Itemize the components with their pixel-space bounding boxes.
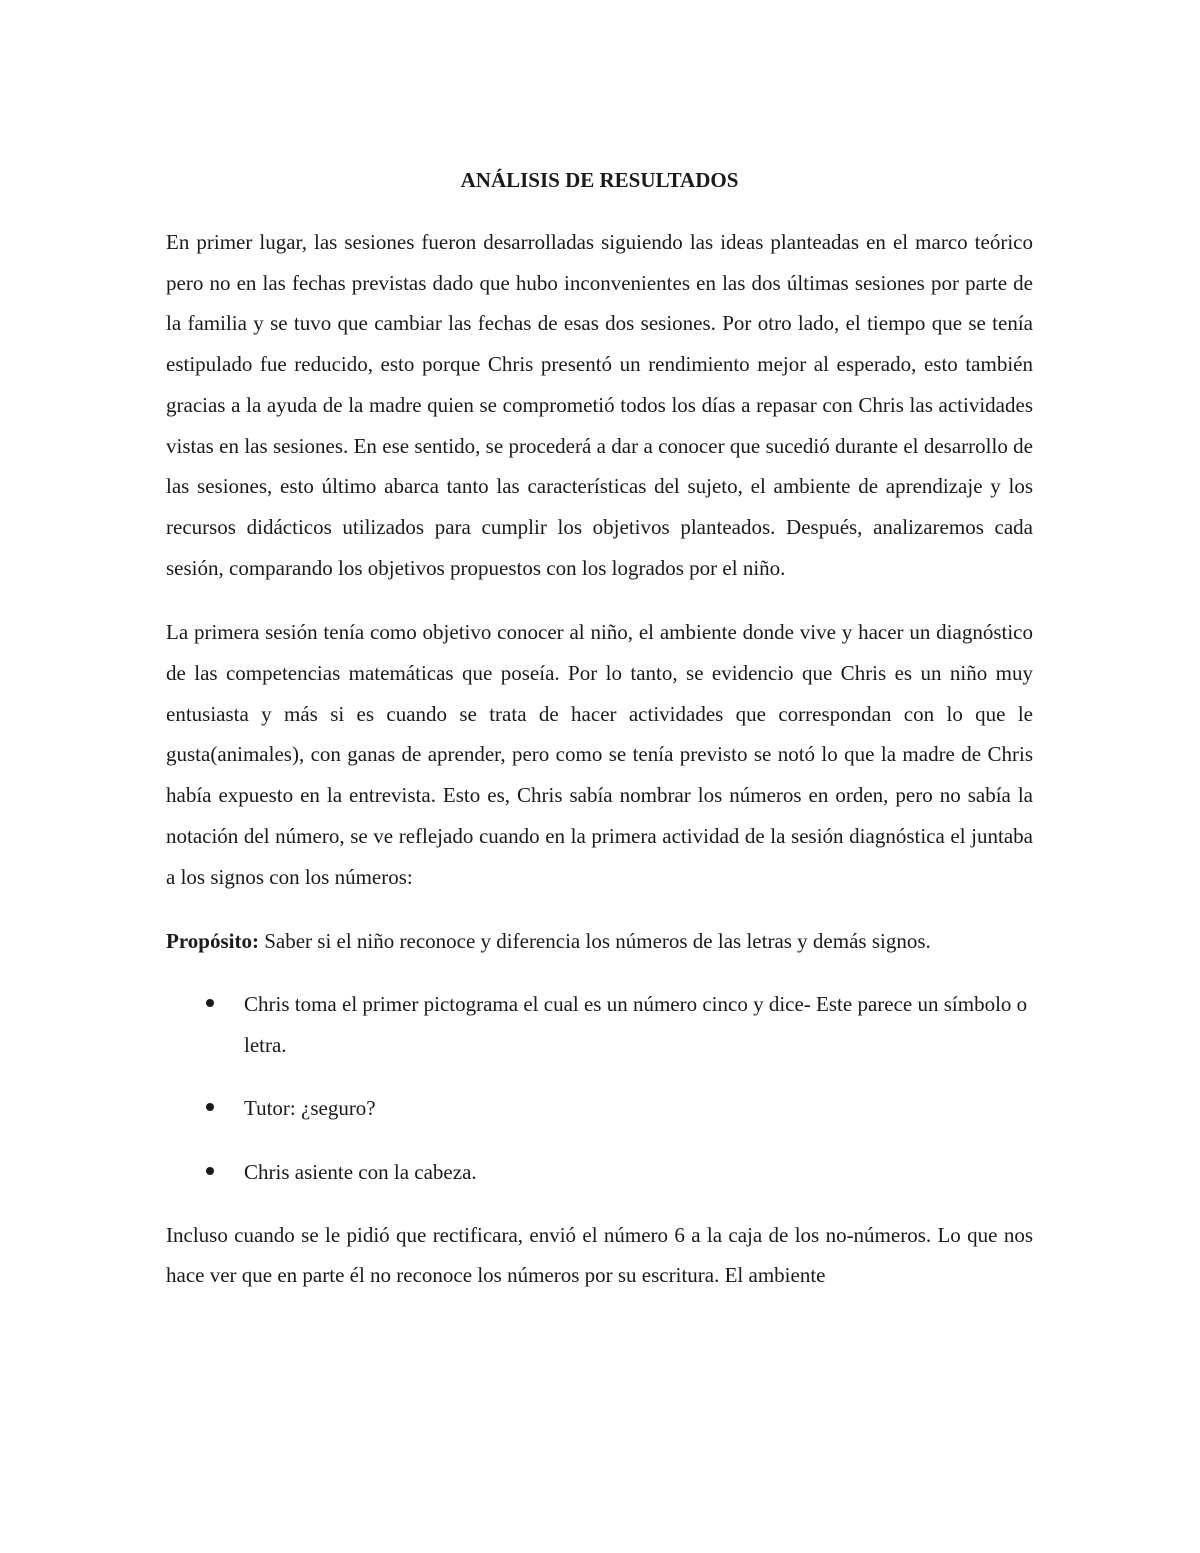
list-item <box>166 984 1033 1065</box>
list-item-text: Chris toma el primer pictograma el cual es un número cinco y dice- Este parece un símbolo o letra. <box>244 991 1028 1057</box>
list-item-text: Chris asiente con la cabeza. <box>244 1160 477 1185</box>
paragraph-first-session: La primera sesión tenía como objetivo conocer al niño, el ambiente donde vive y hacer un diagnóstico de las competencias matemáticas que poseía. Por lo tanto, se evidencio que Chris es un niño muy entusiasta y más si es cuando se trata de hacer actividades que correspondan con lo que le gusta(animales), con ganas de aprender, pero como se tenía previsto se notó lo que la madre de Chris había expuesto en la entrevista. Esto es, Chris sabía nombrar los números en orden, pero no sabía la notación del número, se ve reflejado cuando en la primera actividad de la sesión diagnóstica el juntaba a los signos con los números: <box>166 620 1033 889</box>
bullet-icon <box>206 1167 214 1175</box>
paragraph-intro: En primer lugar, las sesiones fueron desarrolladas siguiendo las ideas planteadas en el marco teórico pero no en las fechas previstas dado que hubo inconvenientes en las dos últimas sesiones por parte de la familia y se tuvo que cambiar las fechas de esas dos sesiones. Por otro lado, el tiempo que se tenía estipulado fue reducido, esto porque Chris presentó un rendimiento mejor al esperado, esto también gracias a la ayuda de la madre quien se comprometió todos los días a repasar con Chris las actividades vistas en las sesiones. En ese sentido, se procederá a dar a conocer que sucedió durante el desarrollo de las sesiones, esto último abarca tanto las características del sujeto, el ambiente de aprendizaje y los recursos didácticos utilizados para cumplir los objetivos planteados. Después, analizaremos cada sesión, comparando los objetivos propuestos con los logrados por el niño. <box>166 230 1033 580</box>
bullet-icon <box>206 999 214 1007</box>
list-item-text: Tutor: ¿seguro? <box>244 1096 376 1121</box>
document-title: ANÁLISIS DE RESULTADOS <box>460 168 739 192</box>
bullet-icon <box>206 1103 214 1111</box>
purpose-text: Saber si el niño reconoce y diferencia los números de las letras y demás signos. <box>258 929 931 954</box>
purpose-line <box>166 921 1033 962</box>
purpose-label: Propósito: <box>166 929 259 954</box>
document-body <box>166 160 1033 1296</box>
list-item <box>166 1152 1033 1193</box>
list-item <box>166 1088 1033 1129</box>
dialogue-list <box>166 984 1033 1193</box>
paragraph-rectification: Incluso cuando se le pidió que rectificara, envió el número 6 a la caja de los no-números. Lo que nos hace ver que en parte él no reconoce los números por su escritura. El ambiente <box>166 1222 1033 1288</box>
